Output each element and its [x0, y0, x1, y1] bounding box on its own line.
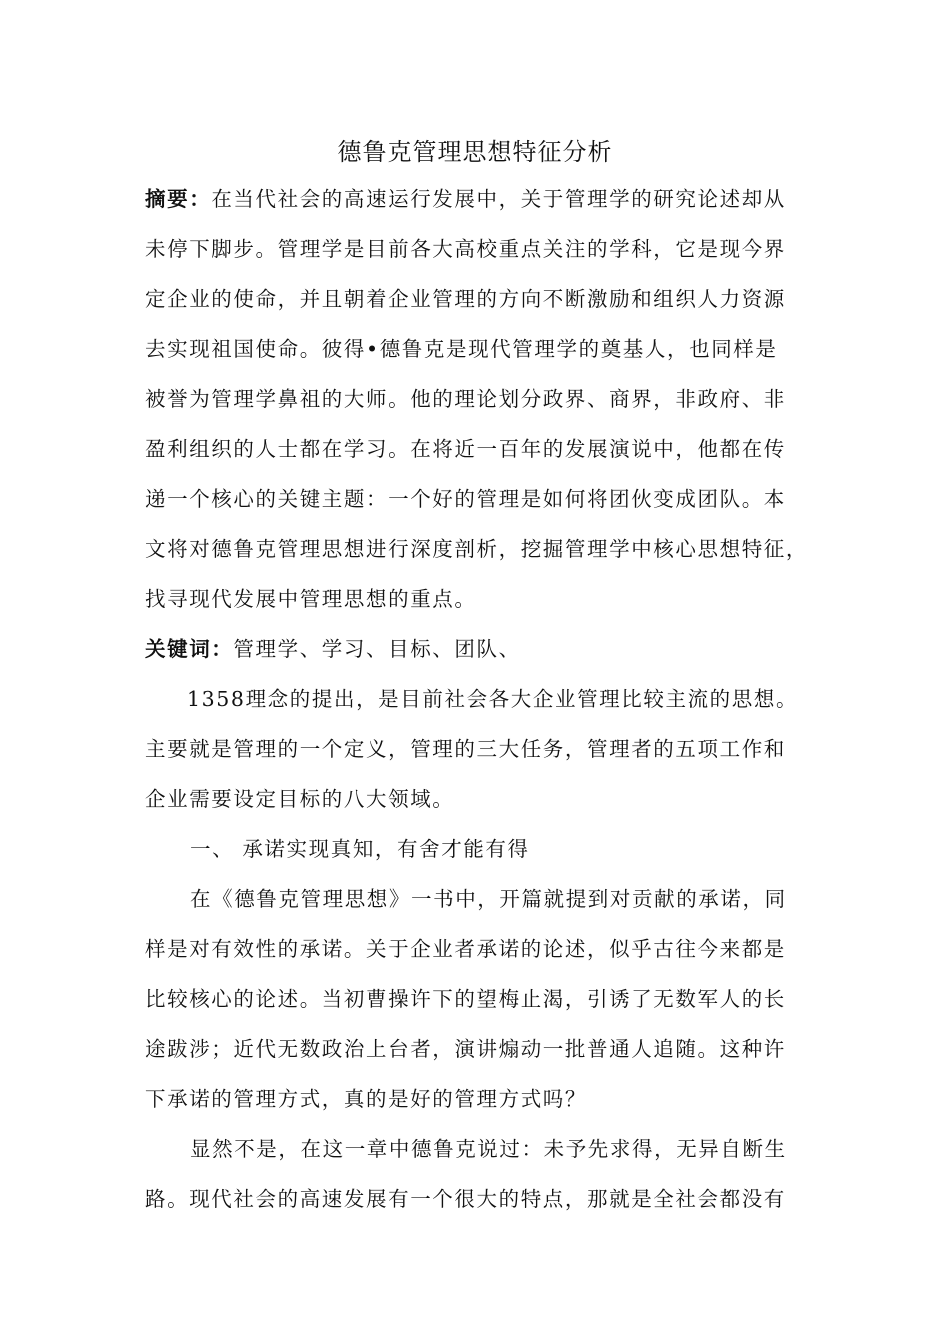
- para1-line-2: 样是对有效性的承诺。关于企业者承诺的论述，似乎古往今来都是: [145, 937, 786, 961]
- abstract-line-2: 未停下脚步。管理学是目前各大高校重点关注的学科，它是现今界: [145, 237, 786, 261]
- abstract-line-1: 摘要：在当代社会的高速运行发展中，关于管理学的研究论述却从: [145, 187, 786, 211]
- abstract-line-4: 去实现祖国使命。彼得•德鲁克是现代管理学的奠基人，也同样是: [145, 337, 778, 361]
- abstract-line-3: 定企业的使命，并且朝着企业管理的方向不断激励和组织人力资源: [145, 287, 786, 311]
- abstract-label: 摘要：: [145, 187, 212, 211]
- abstract-line-9: 找寻现代发展中管理思想的重点。: [145, 587, 477, 611]
- keywords-line: [145, 634, 815, 664]
- abstract-line-5: 被誉为管理学鼻祖的大师。他的理论划分政界、商界，非政府、非: [145, 387, 786, 411]
- para1-line-1: 在《德鲁克管理思想》一书中，开篇就提到对贡献的承诺，同: [190, 887, 787, 911]
- para2-line-1: 显然不是，在这一章中德鲁克说过：未予先求得，无异自断生: [190, 1137, 787, 1161]
- document-title: 德鲁克管理思想特征分析: [337, 138, 613, 166]
- para1-line-5: 下承诺的管理方式，真的是好的管理方式吗？: [145, 1087, 587, 1111]
- intro-line-3: 企业需要设定目标的八大领域。: [145, 787, 455, 811]
- intro-line-2: 主要就是管理的一个定义，管理的三大任务，管理者的五项工作和: [145, 737, 786, 761]
- section-1-heading: 一、 承诺实现真知，有舍才能有得: [190, 837, 530, 861]
- keywords-text: 管理学、学习、目标、团队、: [233, 637, 521, 661]
- para1-line-3: 比较核心的论述。当初曹操许下的望梅止渴，引诱了无数军人的长: [145, 987, 786, 1011]
- keywords-label: 关键词：: [145, 637, 234, 661]
- abstract-line-6: 盈利组织的人士都在学习。在将近一百年的发展演说中，他都在传: [145, 437, 786, 461]
- abstract-line-7: 递一个核心的关键主题：一个好的管理是如何将团伙变成团队。本: [145, 487, 786, 511]
- para1-line-4: 途跋涉；近代无数政治上台者，演讲煽动一批普通人追随。这种许: [145, 1037, 786, 1061]
- abstract-line-8: 文将对德鲁克管理思想进行深度剖析，挖掘管理学中核心思想特征，: [145, 537, 808, 561]
- para2-line-2: 路。现代社会的高速发展有一个很大的特点，那就是全社会都没有: [145, 1187, 786, 1211]
- intro-line-1: 1358理念的提出，是目前社会各大企业管理比较主流的思想。: [187, 687, 799, 711]
